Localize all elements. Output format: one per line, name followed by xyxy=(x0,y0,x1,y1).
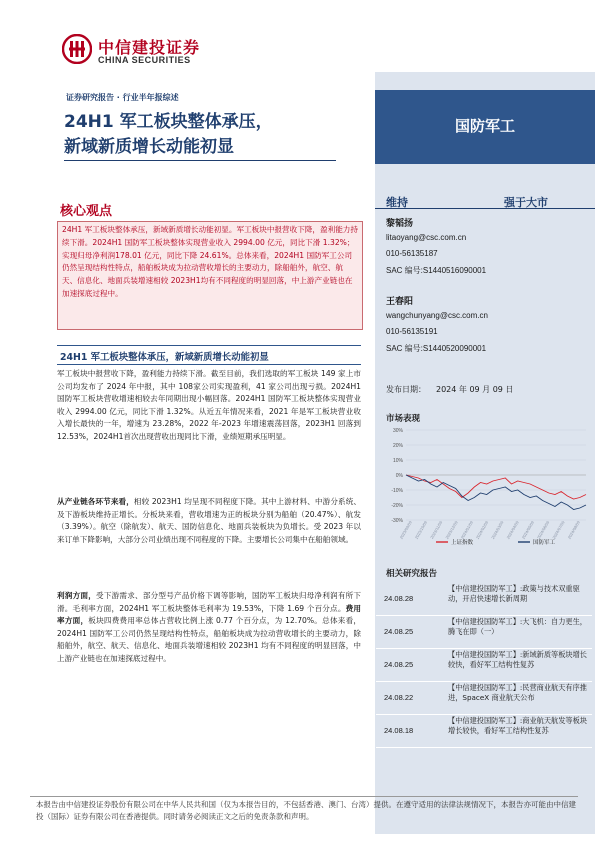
rating-action: 维持 xyxy=(386,196,408,209)
related-report-row[interactable] xyxy=(376,682,592,715)
analyst-1-email[interactable]: litaoyang@csc.com.cn xyxy=(386,233,467,242)
chart-y-tick-label: 10% xyxy=(392,458,403,464)
related-report-date: 24.08.25 xyxy=(384,660,414,669)
chart-x-tick-label: 2023/12/09 xyxy=(444,520,459,540)
analyst-2-email[interactable]: wangchunyang@csc.com.cn xyxy=(386,311,488,320)
chart-x-tick-label: 2023/09/09 xyxy=(398,520,413,540)
body-paragraph-2 xyxy=(57,496,361,546)
analyst-1-sac: SAC 编号:S1440516090001 xyxy=(386,266,487,275)
chart-y-tick-label: -10% xyxy=(391,488,403,494)
related-report-row[interactable] xyxy=(376,616,592,649)
related-reports-title: 相关研究报告 xyxy=(386,569,438,579)
para-3-text-b: 板块四费费用率总体占营收比例上涨 0.77 个百分点，为 12.70%。总体来看，2024H1 国防军工公司仍然呈现结构性特点，船舶板块成为拉动营收增长的主要动力，除船舶外，航空、航天、信息化、地面兵装增速相较 2023H1 均有不同程度的明显回落，中上游产业链也在加速探底过程中。 xyxy=(57,616,361,663)
chart-y-tick-label: -30% xyxy=(391,518,403,524)
rating-view: 强于大市 xyxy=(504,196,548,209)
para-3-text-a: 受下游需求、部分型号产品价格下调等影响，国防军工板块归母净利润有所下滑。毛利率方面，2024H1 军工板块整体毛利率为 19.53%，下降 1.69 个百分点。 xyxy=(57,591,362,613)
body-paragraph-1: 军工板块中报营收下降，盈利能力持续下滑。截至目前，我们选取的军工板块 149 家上市公司均发布了 2024 年中报，其中 108家公司实现盈利，41 家公司出现亏损。2024H1 国防军工板块营收增速相较去年同期出现小幅回落。2024H1 国防军工板块整体实现营业收入 2994.00 亿元，同比下滑 1.32%。从近五年情况来看，2021 年是军工板块营业收入增长最快的一年，增速为 23.28%，2022 年-2023 年增速震荡回落，2023H1 回落到 12.53%，2024H1首次出现营收出现同比下滑，业绩短期承压明显。 xyxy=(57,369,361,441)
chart-y-tick-label: -20% xyxy=(391,503,403,509)
brand-name-cn: 中信建投证券 xyxy=(98,38,201,57)
brand-logo-icon xyxy=(62,34,92,64)
analyst-1-name: 黎韬扬 xyxy=(386,219,414,229)
chart-x-tick-label: 2023/10/09 xyxy=(413,520,429,540)
footer-divider xyxy=(30,796,578,797)
release-date-row xyxy=(386,384,513,395)
brand-name-en: CHINA SECURITIES xyxy=(98,55,191,65)
analyst-1-phone: 010-56135187 xyxy=(386,249,438,258)
rating-bar xyxy=(375,190,595,209)
related-report-date: 24.08.18 xyxy=(384,726,414,735)
chart-series-line xyxy=(406,475,586,499)
para-3-lead-2: 费用率方面， xyxy=(57,603,361,625)
chart-y-tick-label: 20% xyxy=(392,443,403,449)
section-rule-bottom xyxy=(57,364,361,365)
related-report-title[interactable]: 【中信建投国防军工】:大飞机：自力更生，腾飞在即（一） xyxy=(448,617,587,636)
report-type: 证券研究报告 · 行业半年报综述 xyxy=(66,93,179,102)
related-report-date: 24.08.25 xyxy=(384,627,414,636)
body-paragraph-3 xyxy=(57,590,361,665)
core-view-text: 24H1 军工板块整体承压，新域新质增长动能初显。军工板块中报营收下降，盈利能力持续下滑。2024H1 国防军工板块整体实现营业收入 2994.00 亿元，同比下滑 1.32%；实现归母净利润178.01 亿元，同比下降 24.61%。总体来看，2024H1 国防军工公司仍然呈现结构性特点，船舶板块成为拉动营收增长的主要动力，除船舶外，航空、航天、信息化、地面兵装增速相较 2023H1均有不同程度的明显回落，中上游产业链也在加速探底过程中。 xyxy=(62,225,358,298)
para-2-lead: 从产业链各环节来看， xyxy=(57,497,134,506)
related-reports-table xyxy=(376,583,592,748)
release-date: 2024 年 09 月 09 日 xyxy=(436,385,514,394)
chart-x-tick-label: 2024/02/09 xyxy=(474,520,490,540)
core-view-title: 核心观点 xyxy=(60,204,113,219)
chart-x-tick-label: 2024/04/09 xyxy=(505,520,520,540)
chart-legend-label: 国防军工 xyxy=(533,540,556,546)
related-report-title[interactable]: 【中信建投国防军工】:商业航天航发等板块增长较快，看好军工结构性复苏 xyxy=(448,716,587,735)
chart-x-tick-label: 2024/01/09 xyxy=(459,520,474,540)
analyst-2-name: 王春阳 xyxy=(386,297,414,307)
chart-x-tick-label: 2024/07/09 xyxy=(551,520,566,540)
para-2-text: 相较 2023H1 均呈现不同程度下降。其中上游材料、中游分系统、及下游板块维持正增长。分板块来看，营收增速为正的板块分别为船舶（20.47%）、航发（3.39%）。航空（除航发）、航天、国防信息化、地面兵装板块为负增长。受 2023 年以来订单下降影响，大部分公司业绩出现不同程度的下降。主要增长公司集中在船舶领域。 xyxy=(57,497,361,544)
section-rule-top xyxy=(57,345,361,346)
chart-legend-label: 上证指数 xyxy=(451,540,474,546)
title-divider xyxy=(64,160,336,161)
related-report-row[interactable] xyxy=(376,649,592,682)
chart-x-tick-label: 2024/05/09 xyxy=(520,520,536,540)
related-report-date: 24.08.28 xyxy=(384,594,414,603)
footer-disclaimer: 本报告由中信建投证券股份有限公司在中华人民共和国（仅为本报告目的，不包括香港、澳门、台湾）提供。在遵守适用的法律法规情况下，本报告亦可能由中信建投（国际）证券有限公司在香港提供。同时请务必阅读正文之后的免责条款和声明。 xyxy=(36,800,576,821)
section-heading: 24H1 军工板块整体承压，新域新质增长动能初显 xyxy=(60,352,269,363)
para-3-lead: 利润方面， xyxy=(57,591,97,600)
related-report-title[interactable]: 【中信建投国防军工】:新域新质等板块增长较快，看好军工结构性复苏 xyxy=(448,650,587,669)
chart-x-tick-label: 2024/03/09 xyxy=(490,520,505,540)
analyst-2-sac: SAC 编号:S1440520090001 xyxy=(386,344,487,353)
chart-y-tick-label: 0% xyxy=(395,473,403,479)
related-report-date: 24.08.22 xyxy=(384,693,414,702)
chart-x-tick-label: 2024/06/09 xyxy=(535,520,551,540)
chart-y-tick-label: 30% xyxy=(392,428,403,434)
chart-x-tick-label: 2023/11/09 xyxy=(429,520,444,540)
market-performance-chart xyxy=(378,422,592,550)
chart-x-tick-label: 2024/08/09 xyxy=(566,520,581,540)
related-report-row[interactable] xyxy=(376,583,592,616)
report-title-line-1: 24H1 军工板块整体承压， xyxy=(64,112,273,132)
related-report-row[interactable] xyxy=(376,715,592,748)
market-chart-title: 市场表现 xyxy=(386,414,421,424)
related-report-title[interactable]: 【中信建投国防军工】:政策与技术双重驱动，开启快速增长新周期 xyxy=(448,584,580,603)
industry-name: 国防军工 xyxy=(454,117,515,135)
release-date-label: 发布日期： xyxy=(386,385,426,394)
analyst-2-phone: 010-56135191 xyxy=(386,327,438,336)
related-report-title[interactable]: 【中信建投国防军工】:民营商业航天有序推进，SpaceX 商业航天公布 xyxy=(448,683,587,702)
report-title-line-2: 新域新质增长动能初显 xyxy=(64,137,234,157)
